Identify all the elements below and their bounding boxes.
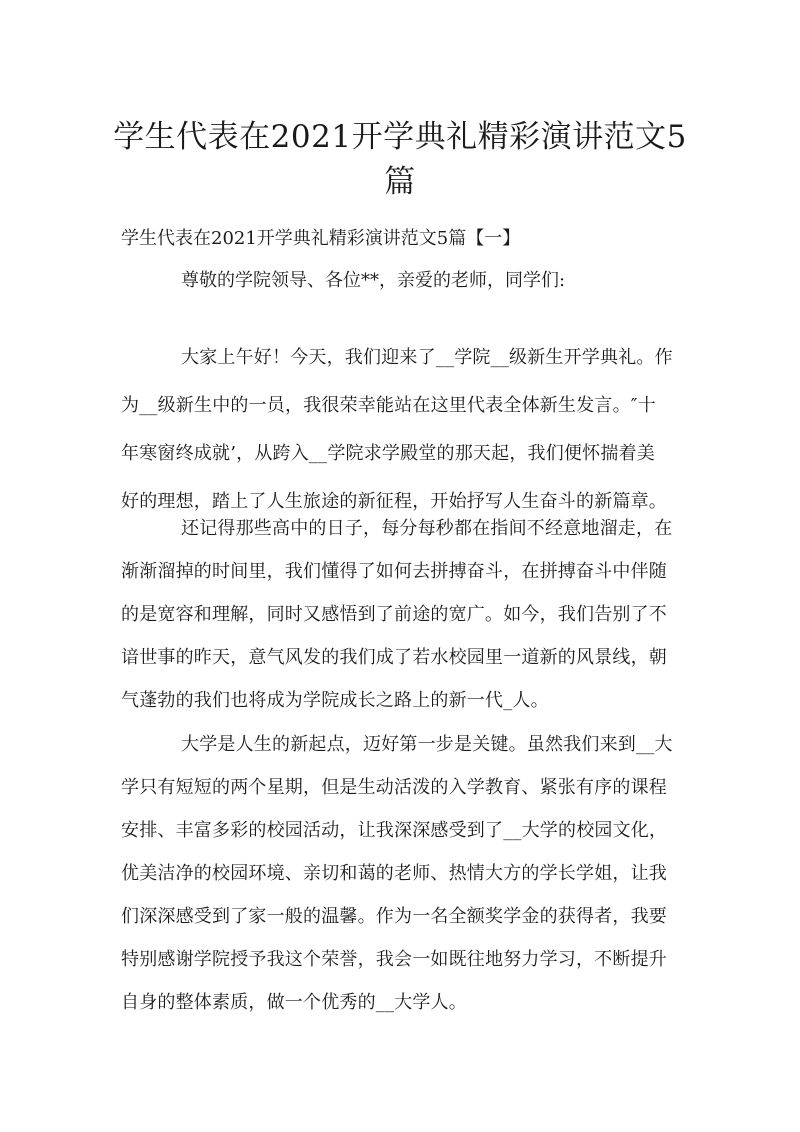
greeting-line: 尊敬的学院领导、各位**，亲爱的老师，同学们: [181, 270, 566, 291]
title-line-1: 学生代表在2021开学典礼精彩演讲范文5 [113, 119, 687, 155]
paragraph-line: 渐渐溜掉的时间里，我们懂得了如何去拼搏奋斗，在拼搏奋斗中伴随 [121, 561, 667, 582]
paragraph-line: 气蓬勃的我们也将成为学院成长之路上的新一代_人。 [121, 690, 549, 711]
paragraph-line: 特别感谢学院授予我这个荣誉，我会一如既往地努力学习，不断提升 [121, 949, 667, 970]
paragraph-line: 年寒窗终成就’，从跨入__学院求学殿堂的那天起，我们便怀揣着美 [121, 443, 655, 464]
paragraph-line: 的是宽容和理解，同时又感悟到了前途的宽广。如今，我们告别了不 [121, 604, 667, 625]
title-line-2: 篇 [384, 164, 416, 200]
paragraph-line: 学只有短短的两个星期，但是生动活泼的入学教育、紧张有序的课程 [121, 777, 667, 798]
section-heading: 学生代表在2021开学典礼精彩演讲范文5篇【一】 [121, 228, 521, 249]
paragraph-line: 安排、丰富多彩的校园活动，让我深深感受到了__大学的校园文化， [121, 820, 668, 841]
paragraph-line: 自身的整体素质，做一个优秀的__大学人。 [121, 992, 467, 1013]
paragraph-line: 大学是人生的新起点，迈好第一步是关键。虽然我们来到__大 [181, 734, 673, 755]
paragraph-line: 们深深感受到了家一般的温馨。作为一名全额奖学金的获得者，我要 [121, 906, 667, 927]
paragraph-line: 优美洁净的校园环境、亲切和蔼的老师、热情大方的学长学姐，让我 [121, 863, 667, 884]
paragraph-line: 谙世事的昨天，意气风发的我们成了若水校园里一道新的风景线，朝 [121, 647, 667, 668]
paragraph-line: 大家上午好！今天，我们迎来了__学院__级新生开学典礼。作 [181, 347, 673, 368]
paragraph-line: 为__级新生中的一员，我很荣幸能站在这里代表全体新生发言。″十 [121, 395, 656, 416]
paragraph-line: 好的理想，踏上了人生旅途的新征程，开始抒写人生奋斗的新篇章。 [121, 491, 667, 512]
paragraph-line: 还记得那些高中的日子，每分每秒都在指间不经意地溜走，在 [181, 518, 673, 539]
